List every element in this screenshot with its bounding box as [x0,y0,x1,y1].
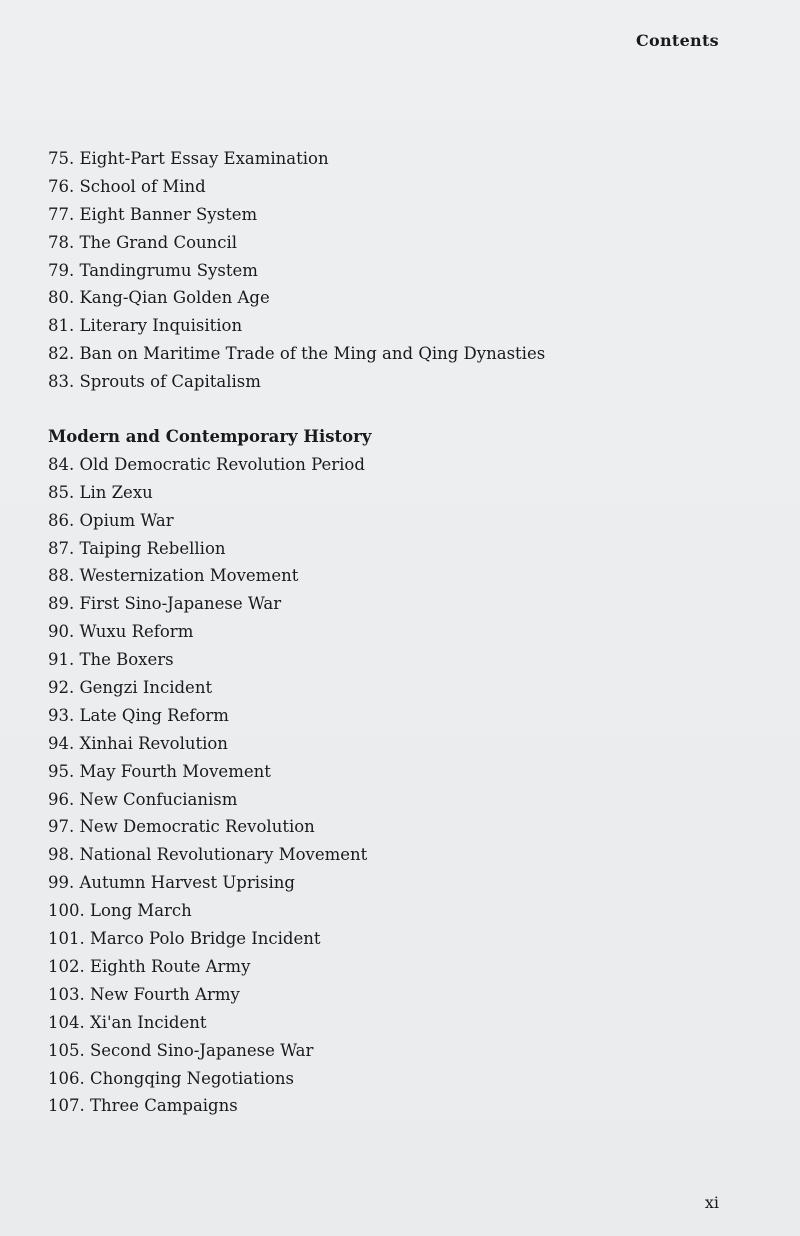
toc-entry: 81. Literary Inquisition [48,316,243,336]
page-number: xi [704,1193,719,1212]
toc-entry: 85. Lin Zexu [48,482,153,502]
toc-entry: 76. School of Mind [48,176,206,196]
toc-group-modern [48,423,748,1120]
toc-entry: 84. Old Democratic Revolution Period [48,454,365,474]
toc-entry: 106. Chongqing Negotiations [48,1068,295,1088]
toc-entry: 83. Sprouts of Capitalism [48,372,261,392]
toc-entry: 75. Eight-Part Essay Examination [48,149,329,168]
toc-entry: 97. New Democratic Revolution [48,817,315,837]
toc-entry: 86. Opium War [48,510,174,530]
toc-entry: 89. First Sino-Japanese War [48,594,282,614]
toc-entry: 103. New Fourth Army [48,984,240,1004]
toc-entry: 104. Xi'an Incident [48,1012,207,1032]
toc-entry: 94. Xinhai Revolution [48,733,228,753]
toc-entry: 92. Gengzi Incident [48,678,213,698]
toc-entry: 107. Three Campaigns [48,1096,238,1116]
toc-entry: 91. The Boxers [48,650,174,670]
section-heading: Modern and Contemporary History [48,427,372,447]
toc-entry: 90. Wuxu Reform [48,622,194,642]
toc-entry: 79. Tandingrumu System [48,260,258,280]
toc-entry: 96. New Confucianism [48,789,238,809]
toc-entry: 105. Second Sino-Japanese War [48,1040,314,1060]
toc-entry: 80. Kang-Qian Golden Age [48,288,270,308]
toc-group-early [48,145,748,396]
toc-entry: 100. Long March [48,901,192,921]
toc-entry: 102. Eighth Route Army [48,956,251,976]
running-head: Contents [635,31,719,50]
section-gap [48,396,748,423]
toc-entry: 88. Westernization Movement [48,566,299,586]
toc-entry: 99. Autumn Harvest Uprising [48,873,295,893]
toc-entry: 78. The Grand Council [48,232,238,252]
toc-entry: 82. Ban on Maritime Trade of the Ming and Qing Dynasties [48,344,546,364]
toc-entry: 98. National Revolutionary Movement [48,845,368,865]
table-of-contents [48,145,748,1120]
toc-entry: 93. Late Qing Reform [48,705,229,725]
toc-entry: 77. Eight Banner System [48,204,258,224]
toc-entry: 87. Taiping Rebellion [48,538,226,558]
toc-entry: 95. May Fourth Movement [48,761,271,781]
toc-entry: 101. Marco Polo Bridge Incident [48,929,321,949]
